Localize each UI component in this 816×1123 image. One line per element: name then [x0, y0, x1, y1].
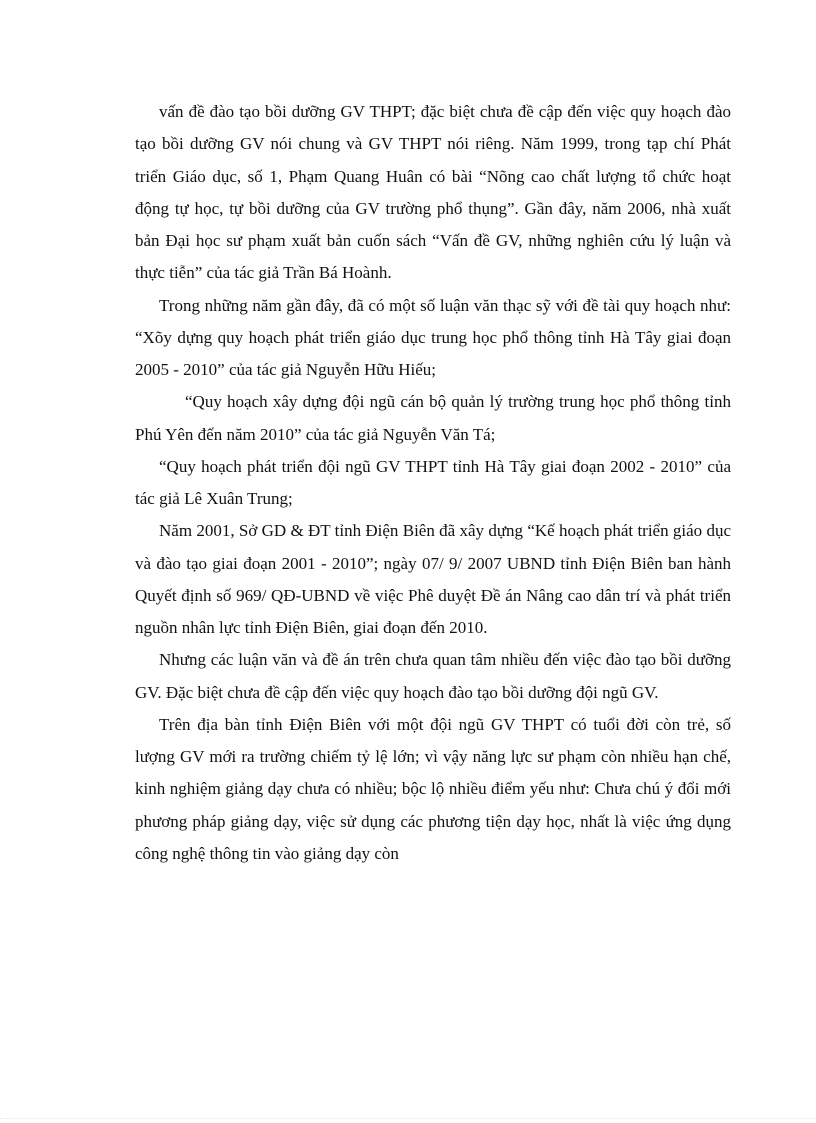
page-bottom-divider: [0, 1118, 816, 1119]
body-text: [135, 96, 731, 870]
paragraph-master-theses: Trong những năm gần đây, đã có một số luận văn thạc sỹ với đề tài quy hoạch như: “Xõy dựng quy hoạch phát triển giáo dục trung học phổ thông tỉnh Hà Tây giai đoạn 2005 - 2010” của tác giả Nguyễn Hữu Hiếu;: [135, 295, 731, 379]
paragraph-dien-bien-plan: Năm 2001, Sở GD & ĐT tỉnh Điện Biên đã xây dựng “Kế hoạch phát triển giáo dục và đào tạo giai đoạn 2001 - 2010”; ngày 07/ 9/ 2007 UBND tỉnh Điện Biên ban hành Quyết định số 969/ QĐ-UBND về việc Phê duyệt Đề án Nâng cao dân trí và phát triển nguồn nhân lực tỉnh Điện Biên, giai đoạn đến 2010.: [135, 521, 731, 637]
paragraph-phu-yen-thesis: “Quy hoạch xây dựng đội ngũ cán bộ quản lý trường trung học phổ thông tỉnh Phú Yên đến năm 2010” của tác giả Nguyễn Văn Tá;: [135, 392, 731, 444]
paragraph-continued: vấn đề đào tạo bồi dưỡng GV THPT; đặc biệt chưa đề cập đến việc quy hoạch đào tạo bồi dưỡng GV nói chung và GV THPT nói riêng. Năm 1999, trong tạp chí Phát triển Giáo dục, số 1, Phạm Quang Huân có bài “Nõng cao chất lượng tổ chức hoạt động tự học, tự bồi dưỡng của GV trường phổ thụng”. Gần đây, năm 2006, nhà xuất bản Đại học sư phạm xuất bản cuốn sách “Vấn đề GV, những nghiên cứu lý luận và thực tiễn” của tác giả Trần Bá Hoành.: [135, 102, 731, 283]
paragraph-ha-tay-thesis: “Quy hoạch phát triển đội ngũ GV THPT tỉnh Hà Tây giai đoạn 2002 - 2010” của tác giả Lê Xuân Trung;: [135, 456, 731, 508]
paragraph-gap-statement: Nhưng các luận văn và đề án trên chưa quan tâm nhiều đến việc đào tạo bồi dưỡng GV. Đặc biệt chưa đề cập đến việc quy hoạch đào tạo bồi dưỡng đội ngũ GV.: [135, 650, 731, 702]
paragraph-dien-bien-teachers: Trên địa bàn tỉnh Điện Biên với một đội ngũ GV THPT có tuổi đời còn trẻ, số lượng GV mới ra trường chiếm tỷ lệ lớn; vì vậy năng lực sư phạm còn nhiều hạn chế, kinh nghiệm giảng dạy chưa có nhiều; bộc lộ nhiều điểm yếu như: Chưa chú ý đổi mới phương pháp giảng dạy, việc sử dụng các phương tiện dạy học, nhất là việc ứng dụng công nghệ thông tin vào giảng dạy còn: [135, 714, 731, 863]
